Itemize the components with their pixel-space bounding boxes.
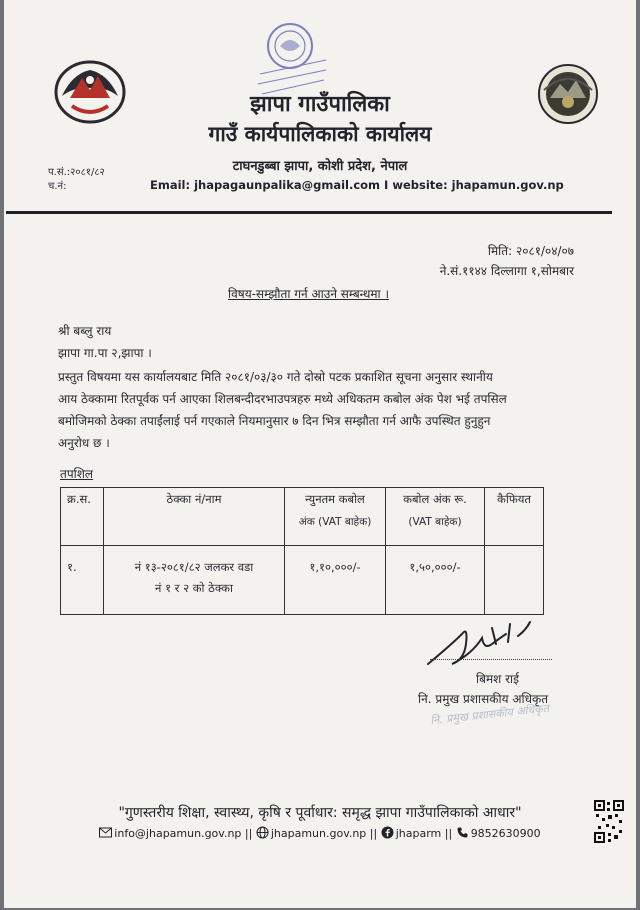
signer-name: बिमश राई <box>476 672 520 686</box>
separator: || <box>369 827 378 840</box>
office-address: टाघनडुब्बा झापा, कोशी प्रदेश, नेपाल <box>232 159 408 174</box>
col-header-contract: ठेक्का नं/नाम <box>104 488 285 546</box>
organization-name: झापा गाउँपालिका <box>250 92 390 117</box>
letter-subject: विषय-सम्झौता गर्न आउने सम्बन्धमा । <box>228 287 390 301</box>
cell-remarks <box>485 546 544 615</box>
designation-stamp: नि. प्रमुख प्रशासकीय अधिकृत <box>429 701 550 728</box>
office-name: गाउँ कार्यपालिकाको कार्यालय <box>208 122 432 146</box>
signer-designation: नि. प्रमुख प्रशासकीय अधिकृत <box>418 692 549 706</box>
contract-line-1: नं १३-२०८१/८२ जलकर वडा <box>134 560 254 574</box>
footer-phone[interactable]: 9852630900 <box>470 827 541 840</box>
cell-bid: १,५०,०००/- <box>386 546 485 615</box>
contract-table <box>60 487 544 615</box>
cell-sn: १. <box>61 546 104 615</box>
col-header-bid <box>386 488 485 546</box>
separator: || <box>244 827 253 840</box>
separator: || <box>444 827 453 840</box>
phone-icon <box>456 826 469 839</box>
globe-icon <box>256 826 269 839</box>
min-bid-title: न्युनतम कबोल <box>305 492 365 506</box>
footer-contacts <box>0 826 640 840</box>
bid-subtitle: (VAT बाहेक) <box>408 516 462 528</box>
col-header-remarks: कैफियत <box>485 488 544 546</box>
header-divider <box>6 211 612 214</box>
handwritten-signature <box>422 614 532 674</box>
body-line: प्रस्तुत विषयमा यस कार्यालयबाट मिति २०८१/०३/३० गते दोस्रो पटक प्रकाशित सूचना अनुसार स्थानीय <box>58 370 493 384</box>
qr-code-icon <box>594 800 624 844</box>
mail-icon <box>99 826 112 839</box>
col-header-sn: क्र.स. <box>61 488 104 546</box>
nepal-sambat-date: ने.सं.११४४ दिल्लागा १,सोमबार <box>439 264 574 278</box>
letter-date: मिति: २०८१/०४/०७ <box>487 244 574 258</box>
reference-number: प.सं.:२०८१/८२ <box>48 167 105 178</box>
cell-contract <box>104 546 285 615</box>
cell-min-bid: १,१०,०००/- <box>285 546 386 615</box>
body-line: बमोजिमको ठेक्का तपाईंलाई पर्न गएकाले नियमानुसार ७ दिन भित्र सम्झौता गर्न आफै उपस्थित हुनुहुन <box>58 414 491 428</box>
dispatch-number: च.नं: <box>48 181 67 192</box>
min-bid-subtitle: अंक (VAT बाहेक) <box>298 516 372 528</box>
contact-info: Email: jhapagaunpalika@gmail.com I website: jhapamun.gov.np <box>150 178 564 192</box>
body-line: अनुरोध छ । <box>58 436 110 450</box>
footer-motto: "गुणस्तरीय शिक्षा, स्वास्थ्य, कृषि र पूर्वाधार: समृद्ध झापा गाउँपालिकाको आधार" <box>118 805 522 821</box>
bid-title: कबोल अंक रू. <box>403 492 467 506</box>
recipient-address: झापा गा.पा २,झापा । <box>58 346 152 360</box>
footer-email[interactable]: info@jhapamun.gov.np <box>114 827 242 840</box>
facebook-icon <box>381 826 394 839</box>
footer-facebook[interactable]: jhaparm <box>395 827 442 840</box>
table-row <box>61 546 544 615</box>
contract-line-2: नं १ र २ को ठेक्का <box>155 581 233 595</box>
signature-line <box>430 659 552 660</box>
footer-website[interactable]: jhapamun.gov.np <box>270 827 367 840</box>
body-line: आय ठेक्कामा रितपूर्वक पर्न आएका शिलबन्दीदरभाउपत्रहरु मध्ये अधिकतम कबोल अंक पेश भई तपसिल <box>58 392 507 406</box>
recipient-name: श्री बब्लु राय <box>58 324 112 338</box>
table-header-row <box>61 488 544 546</box>
details-label: तपशिल <box>60 467 94 481</box>
col-header-min-bid <box>285 488 386 546</box>
